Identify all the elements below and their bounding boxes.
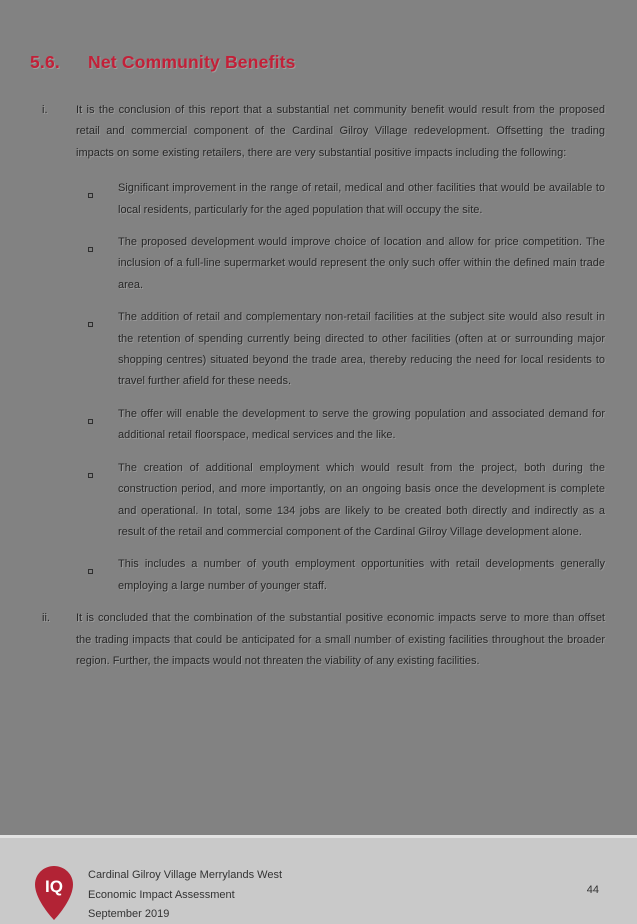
bullet-item (88, 178, 605, 221)
paragraph-i-text: It is the conclusion of this report that a substantial net community benefit would result from the proposed retail and commercial component of the Cardinal Gilroy Village redevelopment. Offsetting the trading impacts on some existing retailers, there are very substantial positive impacts including the following: (76, 104, 605, 159)
bullet-marker-icon (88, 473, 93, 478)
bullet-item (88, 458, 605, 544)
paragraph-ii-label: ii. (42, 612, 50, 625)
paragraph-i (30, 100, 605, 164)
bullet-list (88, 178, 605, 597)
bullet-item (88, 307, 605, 393)
bullet-text: The proposed development would improve choice of location and allow for price competition. The inclusion of a full-line supermarket would represent the only such offer within the defined main trade area. (118, 236, 605, 291)
page-footer (0, 835, 637, 924)
logo-text: IQ (45, 877, 63, 896)
bullet-marker-icon (88, 569, 93, 574)
bullet-marker-icon (88, 322, 93, 327)
paragraph-i-label: i. (42, 104, 48, 116)
page-number: 44 (586, 884, 599, 896)
paragraph-ii (30, 608, 605, 672)
footer-document-type: Economic Impact Assessment (88, 888, 235, 901)
footer-text-block (88, 866, 282, 924)
bullet-marker-icon (88, 193, 93, 198)
bullet-text: Significant improvement in the range of retail, medical and other facilities that would be available to local residents, particularly for the aged population that will occupy the site. (118, 182, 605, 216)
paragraph-ii-text: It is concluded that the combination of the substantial positive economic impacts serve to more than offset the trading impacts that could be anticipated for a small number of existing facilities throughout the broader region. Further, the impacts would not threaten the viability of any existing facilities. (76, 612, 605, 667)
bullet-marker-icon (88, 419, 93, 424)
bullet-text: The offer will enable the development to serve the growing population and associated demand for additional retail floorspace, medical services and the like. (118, 407, 605, 442)
bullet-marker-icon (88, 247, 93, 252)
bullet-item (88, 554, 605, 597)
footer-date: September 2019 (88, 908, 170, 920)
section-heading (30, 52, 605, 73)
bullet-text: The addition of retail and complementary non-retail facilities at the subject site would also result in the retention of spending currently being directed to other facilities (often at or surrounding major shopping centres) situated beyond the trade area, thereby reducing the need for local residents to travel further afield for these needs. (118, 311, 605, 388)
iq-location-pin-logo (32, 864, 76, 922)
bullet-text: The creation of additional employment which would result from the project, both during the construction period, and more importantly, on an ongoing basis once the development is complete and operational. In total, some 134 jobs are likely to be created both directly and indirectly as a result of the retail and commercial component of the Cardinal Gilroy Village development alone. (118, 461, 605, 538)
bullet-item (88, 404, 605, 447)
bullet-text: This includes a number of youth employment opportunities with retail developments generally employing a large number of younger staff. (118, 558, 605, 592)
section-title: Net Community Benefits (88, 52, 296, 72)
bullet-item (88, 232, 605, 296)
footer-project-title: Cardinal Gilroy Village Merrylands West (88, 869, 282, 881)
section-number: 5.6. (30, 52, 60, 72)
page-content (0, 52, 637, 686)
